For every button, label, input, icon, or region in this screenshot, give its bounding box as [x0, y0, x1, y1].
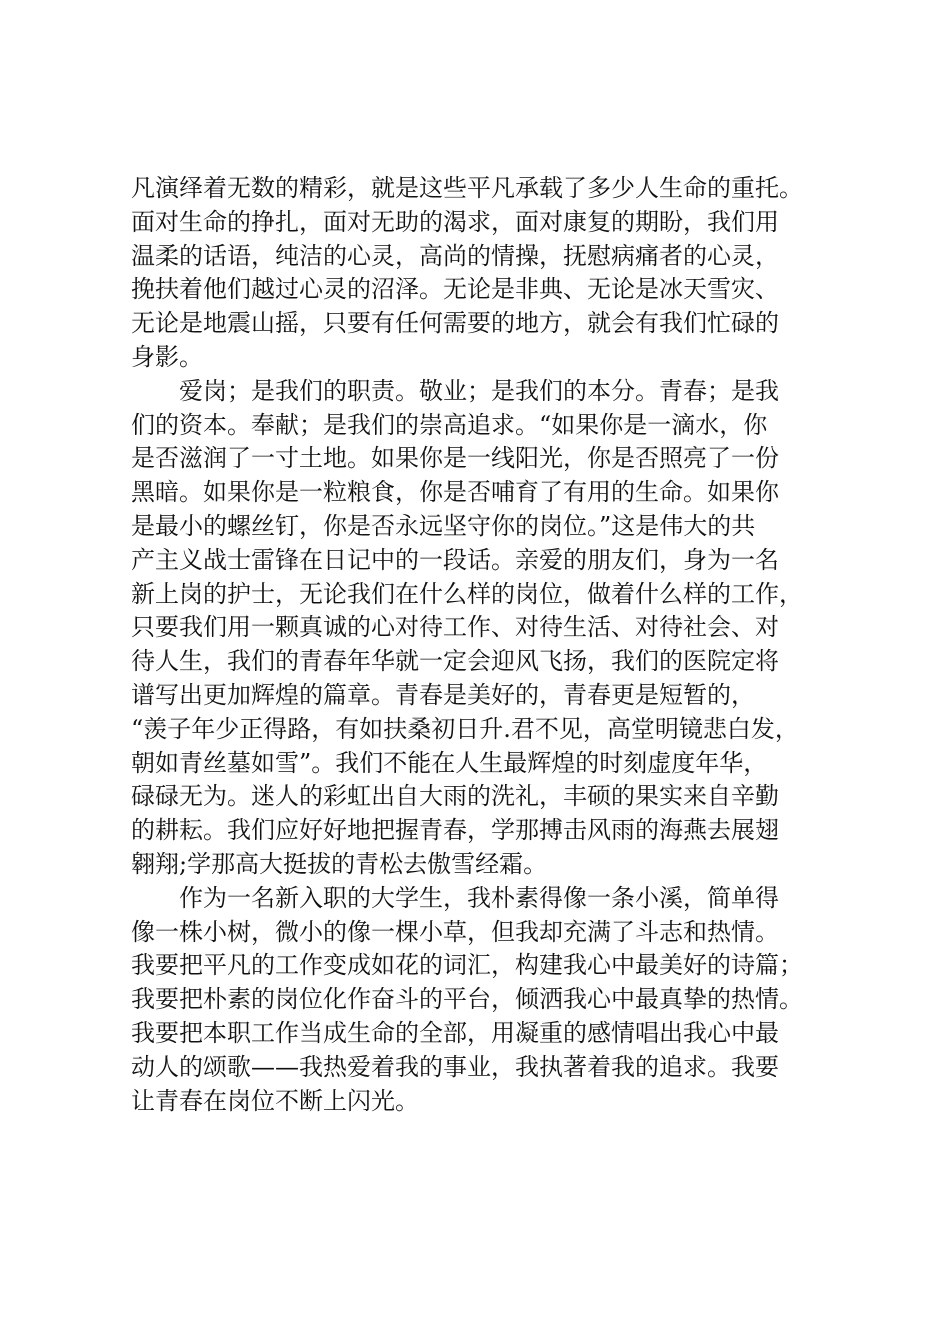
text-line: 面对生命的挣扎，面对无助的渴求，面对康复的期盼，我们用: [131, 207, 779, 236]
text-line: 我要把朴素的岗位化作奋斗的平台，倾洒我心中最真挚的热情。: [131, 985, 803, 1014]
text-line: 像一株小树，微小的像一棵小草，但我却充满了斗志和热情。: [131, 917, 779, 946]
text-line: 的耕耘。我们应好好地把握青春，学那搏击风雨的海燕去展翅: [131, 816, 779, 845]
text-line: 动人的颂歌——我热爱着我的事业，我执著着我的追求。我要: [131, 1052, 779, 1081]
text-line: 让青春在岗位不断上闪光。: [131, 1086, 419, 1115]
text-line: 谱写出更加辉煌的篇章。青春是美好的，青春更是短暂的，: [131, 680, 755, 709]
paragraph-2: [131, 375, 851, 882]
text-line: 温柔的话语，纯洁的心灵，高尚的情操，抚慰病痛者的心灵，: [131, 241, 779, 270]
text-line: 产主义战士雷锋在日记中的一段话。亲爱的朋友们，身为一名: [131, 545, 779, 574]
text-line: 碌碌无为。迷人的彩虹出自大雨的洗礼，丰硕的果实来自辛勤: [131, 782, 779, 811]
text-line: 翱翔;学那高大挺拔的青松去傲雪经霜。: [131, 849, 548, 878]
text-line: 爱岗；是我们的职责。敬业；是我们的本分。青春；是我: [179, 376, 779, 405]
text-line: 待人生，我们的青春年华就一定会迎风飞扬，我们的医院定将: [131, 647, 779, 676]
text-line: 只要我们用一颗真诚的心对待工作、对待生活、对待社会、对: [131, 613, 779, 642]
text-line: 是最小的螺丝钉，你是否永远坚守你的岗位。”这是伟大的共: [131, 511, 756, 540]
text-line: 我要把平凡的工作变成如花的词汇，构建我心中最美好的诗篇；: [131, 951, 803, 980]
text-line: 是否滋润了一寸土地。如果你是一线阳光，你是否照亮了一份: [131, 444, 779, 473]
text-line: 作为一名新入职的大学生，我朴素得像一条小溪，简单得: [179, 883, 779, 912]
text-line: 朝如青丝墓如雪”。我们不能在人生最辉煌的时刻虚度年华，: [131, 748, 768, 777]
text-line: 身影。: [131, 342, 203, 371]
text-line: 凡演绎着无数的精彩，就是这些平凡承载了多少人生命的重托。: [131, 174, 803, 202]
paragraph-3: [131, 882, 851, 1119]
text-line: 新上岗的护士，无论我们在什么样的岗位，做着什么样的工作，: [131, 579, 803, 608]
text-line: “羡子年少正得路，有如扶桑初日升.君不见，高堂明镜悲白发，: [131, 714, 799, 743]
document-body: [131, 172, 851, 1118]
text-line: 无论是地震山摇，只要有任何需要的地方，就会有我们忙碌的: [131, 309, 779, 338]
text-line: 我要把本职工作当成生命的全部，用凝重的感情唱出我心中最: [131, 1018, 779, 1047]
text-line: 黑暗。如果你是一粒粮食，你是否哺育了有用的生命。如果你: [131, 478, 779, 507]
paragraph-1: [131, 172, 851, 375]
text-line: 们的资本。奉献；是我们的崇高追求。“如果你是一滴水，你: [131, 410, 768, 439]
text-line: 挽扶着他们越过心灵的沼泽。无论是非典、无论是冰天雪灾、: [131, 275, 779, 304]
